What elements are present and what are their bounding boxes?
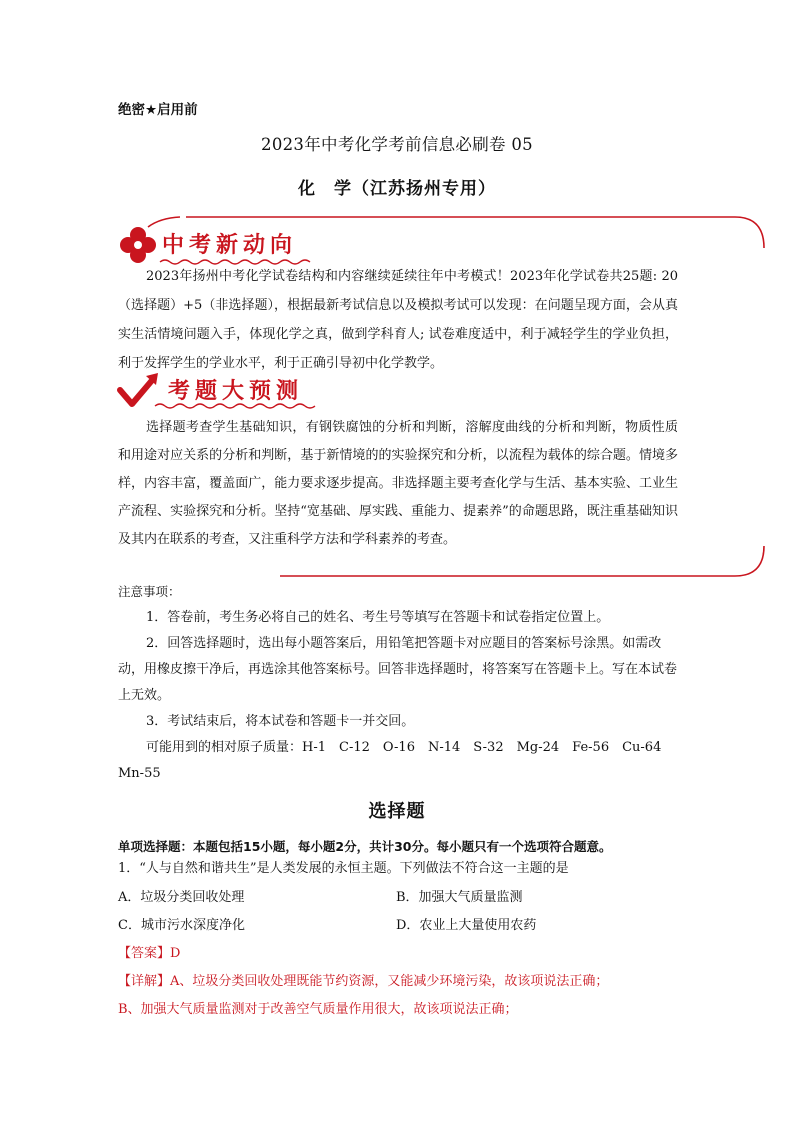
explanation-line: B、加强大气质量监测对于改善空气质量作用很大，故该项说法正确； [118, 1002, 518, 1017]
forecast-heading: 考题大预测 [168, 379, 304, 404]
paper-subtitle: 化 学（江苏扬州专用） [298, 179, 496, 199]
clover-icon [118, 225, 158, 265]
atomic-masses: 可能用到的相对原子质量：H-1 C-12 O-16 N-14 S-32 Mg-24 Fe-56 Cu-64 Mn-55 [118, 740, 675, 781]
paper-title: 2023年中考化学考前信息必刷卷 05 [261, 135, 533, 154]
option-c: C．城市污水深度净化 [118, 918, 245, 933]
notes-heading: 注意事项： [118, 584, 181, 599]
checkmark-arrow-icon [116, 370, 162, 410]
choice-heading: 选择题 [368, 801, 426, 822]
question-stem: 1．“人与自然和谐共生”是人类发展的永恒主题。下列做法不符合这一主题的是 [118, 861, 569, 876]
option-d: D．农业上大量使用农药 [396, 918, 537, 933]
trend-paragraph: 2023年扬州中考化学试卷结构和内容继续延续往年中考模式！2023年化学试卷共25题: 20（选择题）+5（非选择题），根据最新考试信息以及模拟考试可以发现：在问题呈现方面，会从真实生活情境问题入手，体现化学之真，做到学科育人; 试卷难度适中，利于减轻学生的学业负担，利于发挥学生的学业水平，利于正确引导初中化学教学。 [118, 269, 678, 371]
note-item: 2．回答选择题时，选出每小题答案后，用铅笔把答题卡对应题目的答案标号涂黑。如需改动，用橡皮擦干净后，再选涂其他答案标号。回答非选择题时，将答案写在答题卡上。写在本试卷上无效。 [118, 636, 678, 703]
choice-instruction: 单项选择题：本题包括15小题，每小题2分，共计30分。每小题只有一个选项符合题意。 [118, 839, 612, 854]
note-item: 1．答卷前，考生务必将自己的姓名、考生号等填写在答题卡和试卷指定位置上。 [146, 610, 610, 625]
question-block [118, 834, 678, 1023]
trend-heading: 中考新动向 [162, 233, 298, 258]
confidential-label: 绝密★启用前 [118, 102, 198, 118]
forecast-paragraph: 选择题考查学生基础知识，有钢铁腐蚀的分析和判断，溶解度曲线的分析和判断，物质性质和用途对应关系的分析和判断，基于新情境的的实验探究和分析，以流程为载体的综合题。情境多样，内容丰富，覆盖面广，能力要求逐步提高。非选择题主要考查化学与生活、基本实验、工业生产流程、实验探究和分析。坚持“宽基础、厚实践、重能力、提素养”的命题思路，既注重基础知识及其内在联系的考查，又注重科学方法和学科素养的考查。 [118, 420, 678, 547]
option-a: A．垃圾分类回收处理 [118, 890, 245, 905]
option-b: B．加强大气质量监测 [396, 890, 523, 905]
explanation-line: 【详解】A、垃圾分类回收处理既能节约资源，又能减少环境污染，故该项说法正确； [118, 974, 609, 989]
note-item: 3．考试结束后，将本试卷和答题卡一并交回。 [146, 714, 415, 729]
notes-block [118, 579, 678, 787]
answer-line: 【答案】D [118, 946, 181, 961]
